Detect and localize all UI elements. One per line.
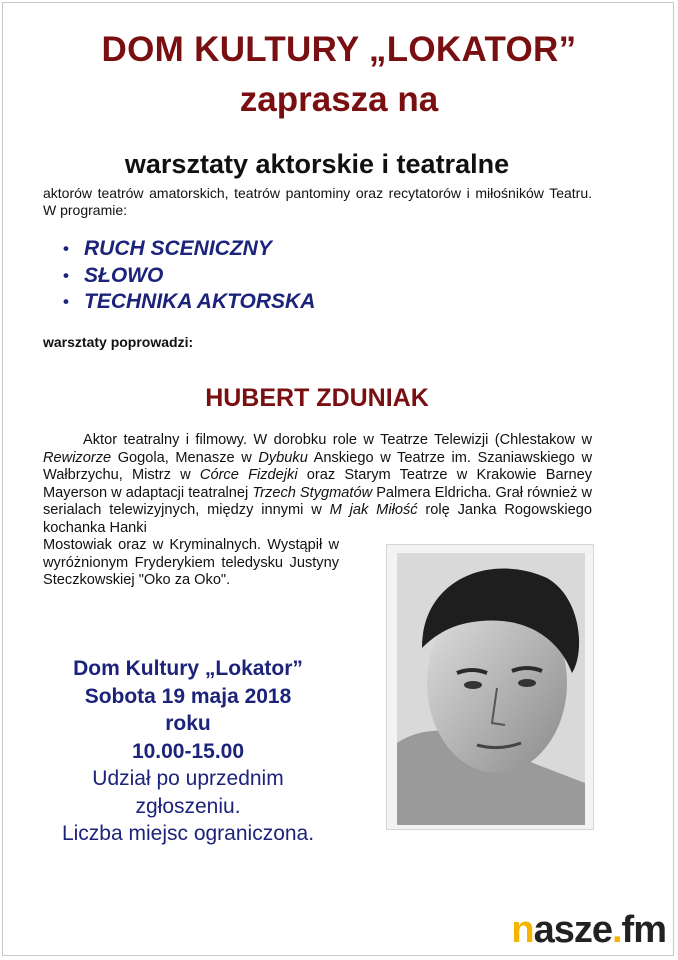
poster-invite-line: zaprasza na bbox=[239, 80, 439, 119]
program-list bbox=[62, 236, 315, 316]
bullet-icon: • bbox=[63, 292, 69, 311]
bullet-icon: • bbox=[63, 239, 69, 258]
program-item bbox=[62, 236, 315, 263]
event-note: Liczba miejsc ograniczona. bbox=[61, 822, 315, 845]
lead-label: warsztaty poprowadzi: bbox=[43, 334, 194, 350]
logo-letter: n bbox=[511, 909, 534, 951]
event-date: Sobota 19 maja 2018 bbox=[84, 684, 292, 708]
bio-text: Anskiego w Teatrze im. Szaniawskiego w Wałbrzychu, Mistrz w bbox=[43, 449, 593, 483]
event-note: Udział po uprzednim bbox=[92, 767, 284, 790]
intro-text: aktorów teatrów amatorskich, teatrów pantominy oraz recytatorów i miłośników Teatru. W programie: bbox=[43, 185, 592, 218]
bio-text: Gogola, Menasze w bbox=[111, 449, 259, 466]
bio-paragraph: Mostowiak oraz w Kryminalnych. Wystąpił w wyróżnionym Fryderykiem teledysku Justyny Steczkowskiej "Oko za Oko". bbox=[43, 537, 339, 588]
portrait-image bbox=[397, 553, 585, 825]
event-time: 10.00-15.00 bbox=[131, 739, 245, 763]
portrait-illustration bbox=[397, 553, 585, 825]
bullet-icon: • bbox=[63, 265, 69, 285]
bio-italic: Trzech Stygmatów bbox=[252, 484, 373, 501]
host-photo bbox=[386, 544, 594, 830]
event-note: zgłoszeniu. bbox=[135, 794, 241, 818]
bio-text: Aktor teatralny i filmowy. W dorobku role w Teatrze Telewizji (Chlestakow w bbox=[83, 432, 592, 448]
program-item bbox=[62, 263, 315, 290]
program-item-label: TECHNIKA AKTORSKA bbox=[84, 290, 316, 313]
program-item-label: RUCH SCENICZNY bbox=[84, 237, 272, 260]
bio-italic: Dybuku bbox=[258, 449, 308, 466]
bio-paragraph bbox=[43, 432, 592, 537]
host-name: HUBERT ZDUNIAK bbox=[205, 384, 429, 412]
logo-text: asze bbox=[533, 909, 612, 951]
nasze-fm-logo[interactable] bbox=[511, 909, 666, 952]
bio-text: oraz Starym Teatrze w Krakowie Barney Mayerson w adaptacji teatralnej bbox=[43, 467, 593, 501]
program-item-label: SŁOWO bbox=[84, 263, 164, 287]
logo-dot: . bbox=[611, 909, 622, 951]
bio-italic: Rewizorze bbox=[43, 449, 112, 466]
bio-italic: Córce Fizdejki bbox=[199, 467, 298, 483]
bio-italic: M jak Miłość bbox=[329, 502, 418, 518]
bio-text: rolę Janka Rogowskiego kochanka Hanki bbox=[43, 502, 593, 536]
program-item bbox=[62, 289, 315, 316]
event-date-suffix: roku bbox=[165, 712, 211, 735]
workshop-title: warsztaty aktorskie i teatralne bbox=[124, 149, 510, 179]
poster-title: DOM KULTURY „LOKATOR” bbox=[101, 30, 577, 69]
event-venue: Dom Kultury „Lokator” bbox=[73, 657, 303, 680]
bio-text: Palmera Eldricha. Grał również w serialach telewizyjnych, między innymi w bbox=[43, 484, 592, 518]
logo-text-end: fm bbox=[621, 909, 666, 951]
event-info bbox=[18, 655, 358, 848]
